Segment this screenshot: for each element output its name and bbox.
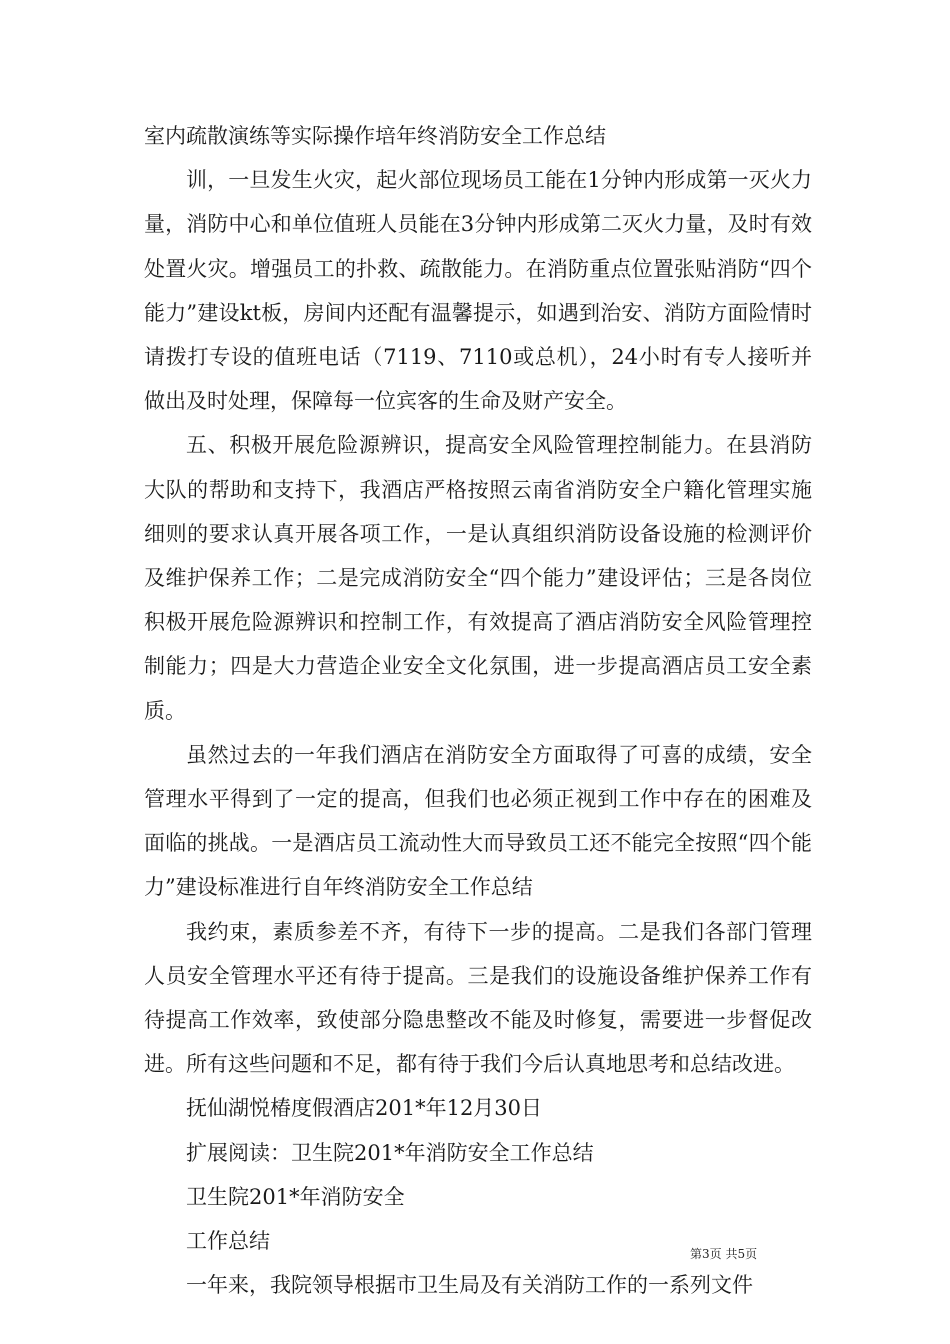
document-body (144, 114, 812, 1307)
section-title-line-2: 工作总结 (186, 1229, 270, 1254)
page-number: 第3页 共5页 (690, 1247, 758, 1261)
signature-line: 抚仙湖悦椿度假酒店201*年12月30日 (186, 1096, 543, 1121)
paragraph-5: 我约束，素质参差不齐，有待下一步的提高。二是我们各部门管理人员安全管理水平还有待于提高。三是我们的设施设备维护保养工作有待提高工作效率，致使部分隐患整改不能及时修复，需要进一步督促改进。所有这些问题和不足，都有待于我们今后认真地思考和总结改进。 (144, 919, 812, 1077)
paragraph-2: 训，一旦发生火灾，起火部位现场员工能在1分钟内形成第一灭火力量，消防中心和单位值班人员能在3分钟内形成第二灭火力量，及时有效处置火灾。增强员工的扑救、疏散能力。在消防重点位置张贴消防“四个能力”建设kt板，房间内还配有温馨提示，如遇到治安、消防方面险情时请拨打专设的值班电话（7119、7110或总机），24小时有专人接听并做出及时处理，保障每一位宾客的生命及财产安全。 (144, 168, 812, 414)
extended-reading-line: 扩展阅读：卫生院201*年消防安全工作总结 (186, 1140, 594, 1165)
paragraph-1: 室内疏散演练等实际操作培年终消防安全工作总结 (144, 124, 606, 148)
section-title-line-1: 卫生院201*年消防安全 (186, 1184, 405, 1209)
paragraph-last: 一年来，我院领导根据市卫生局及有关消防工作的一系列文件 (186, 1273, 753, 1298)
paragraph-3: 五、积极开展危险源辨识，提高安全风险管理控制能力。在县消防大队的帮助和支持下，我酒店严格按照云南省消防安全户籍化管理实施细则的要求认真开展各项工作，一是认真组织消防设备设施的检测评价及维护保养工作；二是完成消防安全“四个能力”建设评估；三是各岗位积极开展危险源辨识和控制工作，有效提高了酒店消防安全风险管理控制能力；四是大力营造企业安全文化氛围，进一步提高酒店员工安全素质。 (144, 433, 812, 723)
paragraph-4: 虽然过去的一年我们酒店在消防安全方面取得了可喜的成绩，安全管理水平得到了一定的提高，但我们也必须正视到工作中存在的困难及面临的挑战。一是酒店员工流动性大而导致员工还不能完全按照“四个能力”建设标准进行自年终消防安全工作总结 (144, 742, 812, 900)
